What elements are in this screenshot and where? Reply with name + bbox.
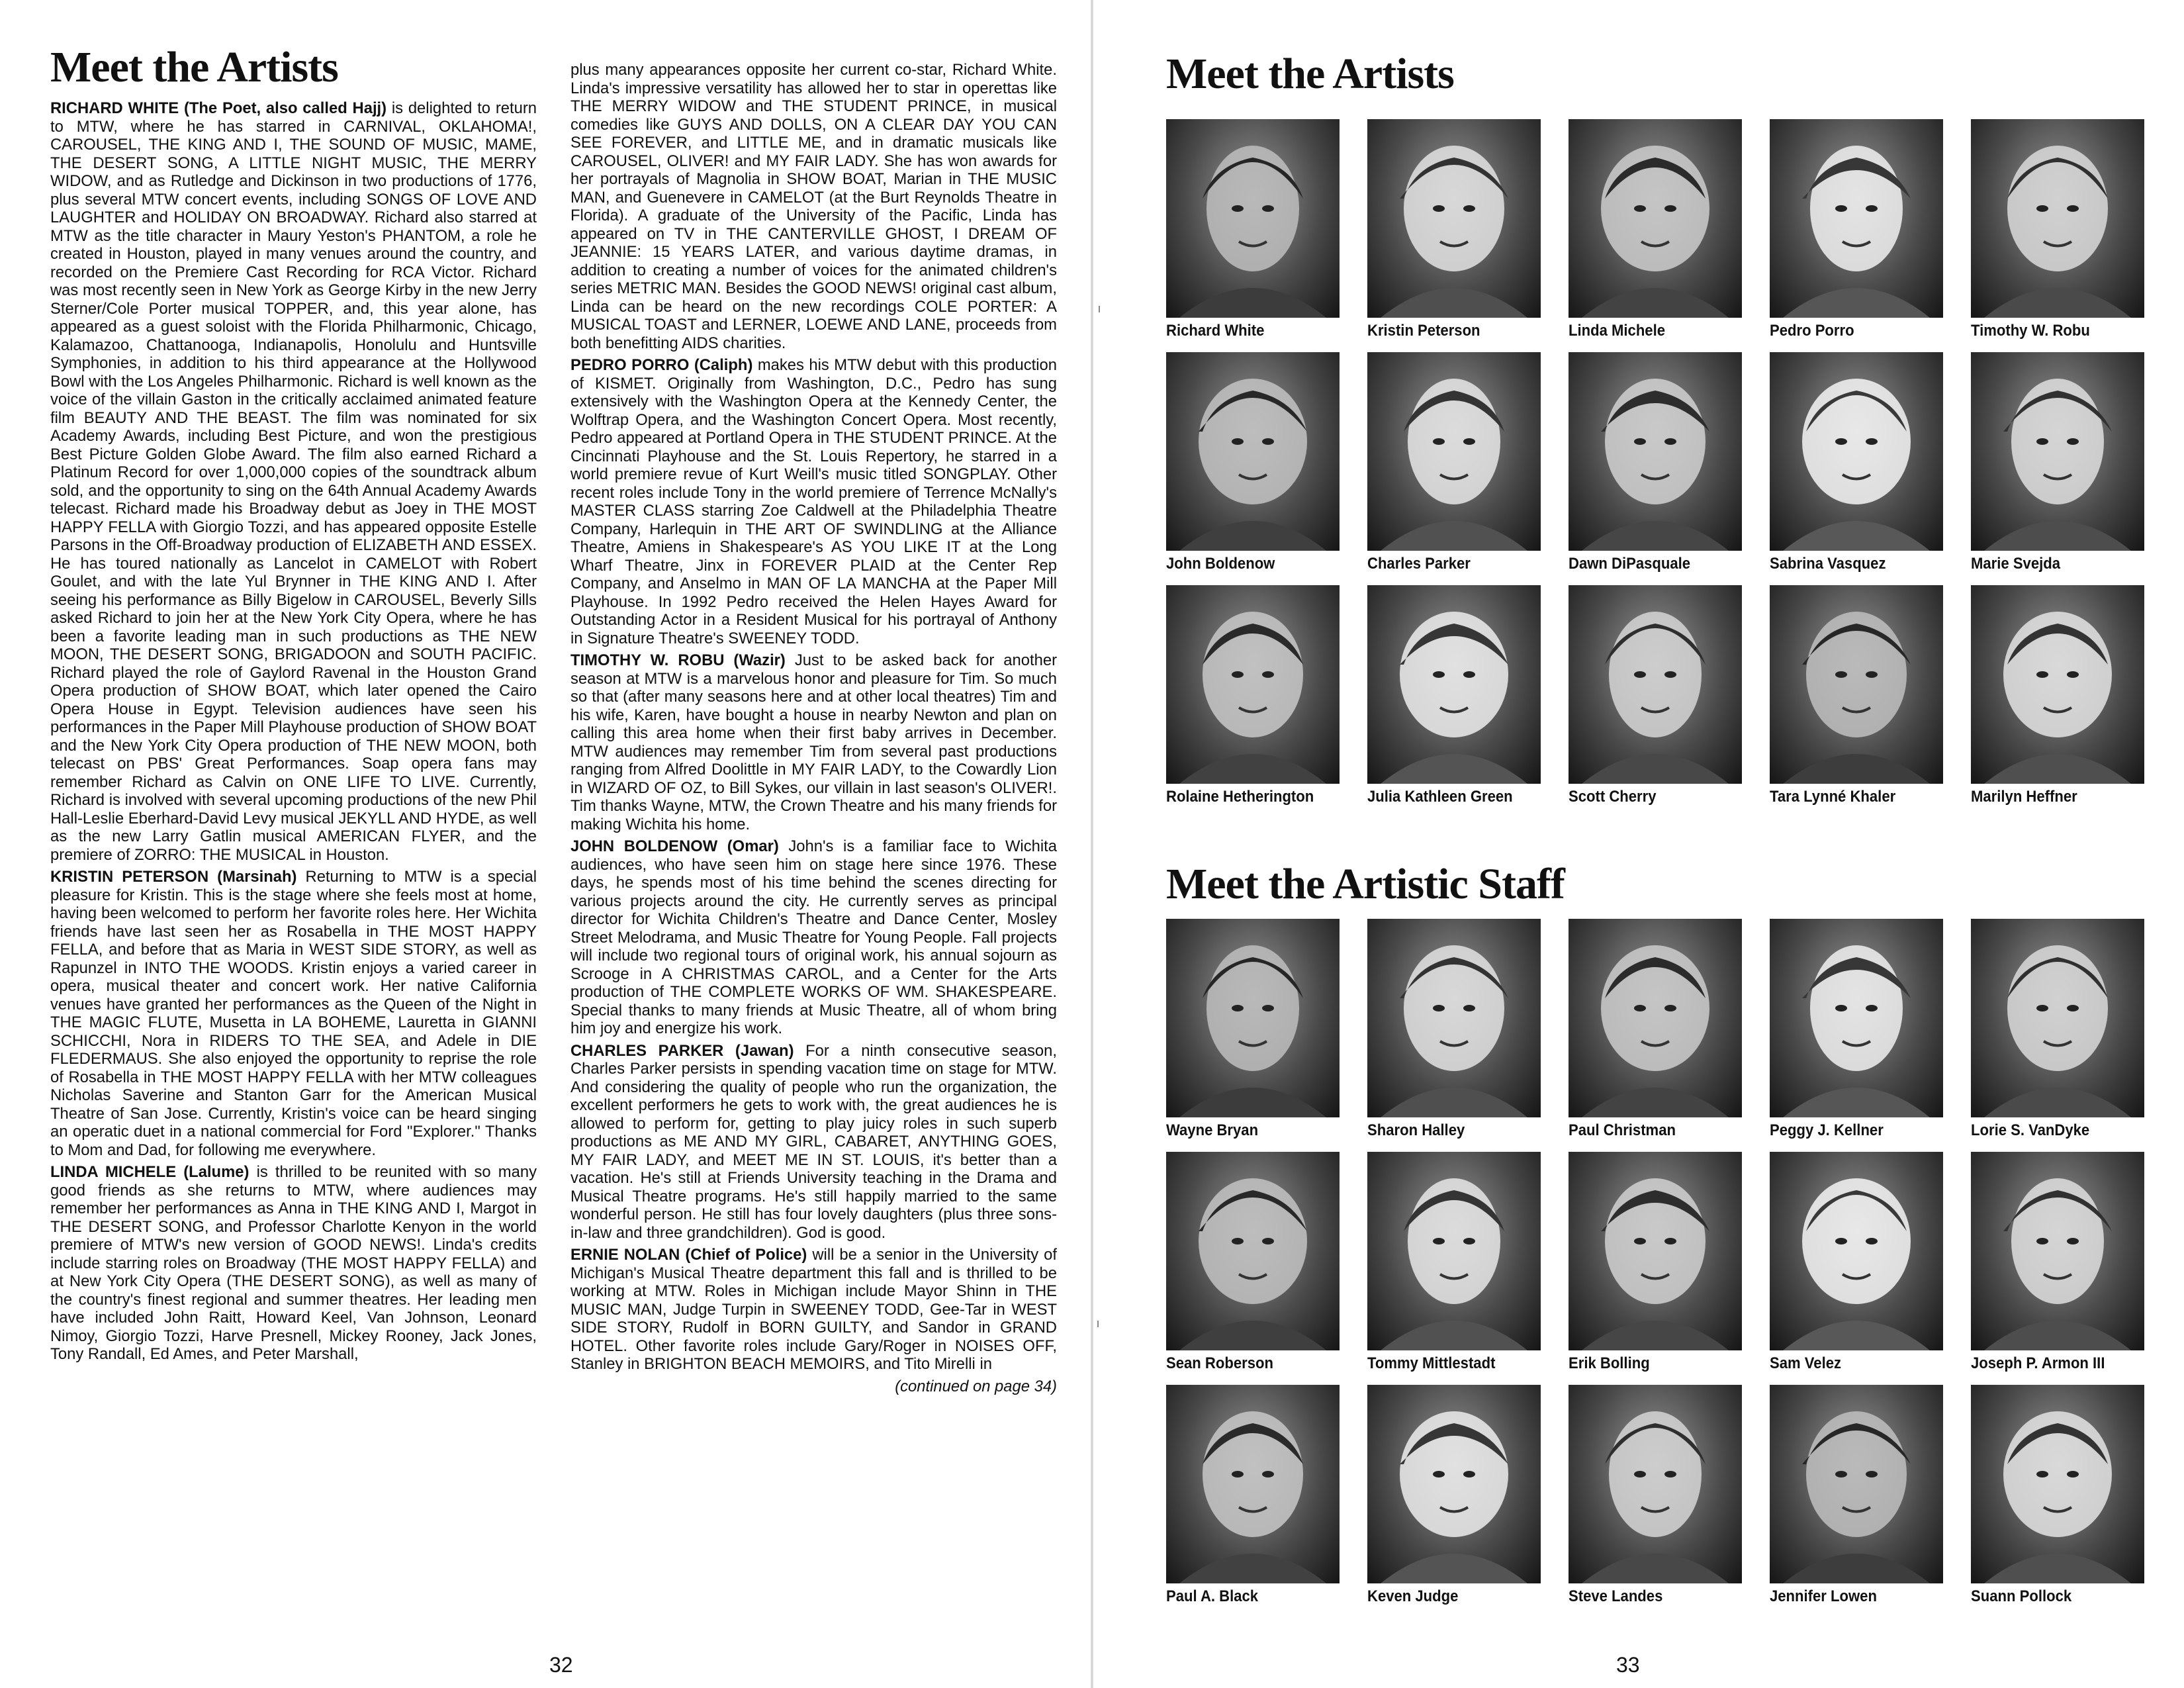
artist-headshot-photo [1367, 352, 1541, 551]
artist-name-caption: Charles Parker [1367, 555, 1471, 573]
bio-charles-parker [570, 1042, 1057, 1243]
staff-headshot-photo [1166, 1385, 1340, 1583]
bio-text: For a ninth consecutive season, Charles Parker persists in spending vacation time on stage for MTW. And considering the quality of people who run the organization, the excellent performers he gets to work with, the great audiences he is allowed to perform for, getting to play juicy roles in such superb productions as ME AND MY GIRL, CABARET, ANYTHING GOES, MY FAIR LADY, and MEET ME IN ST. LOUIS, it's better than a vacation. He's still at Friends University teaching in the Drama and Musical Theatre programs. He's still happily married to the same wonderful person. He still has four lovely daughters (plus three sons-in-law and three grandchildren). God is good. [570, 1041, 1057, 1242]
staff-headshot-photo [1971, 1385, 2144, 1583]
bio-name: RICHARD WHITE (The Poet, also called Hajj) [50, 99, 387, 117]
bio-continuation: plus many appearances opposite her current co-star, Richard White. Linda's impressive versatility has allowed her to star in operettas like THE MERRY WIDOW and THE STUDENT PRINCE, in musical comedies like GUYS AND DOLLS, ON A CLEAR DAY YOU CAN SEE FOREVER, and LITTLE ME, and in dramatic musicals like CAROUSEL, OLIVER! and MY FAIR LADY. She has won awards for her portrayals of Magnolia in SHOW BOAT, Marian in THE MUSIC MAN, and Guenevere in CAMELOT (at the Burt Reynolds Theatre in Florida). A graduate of the University of the Pacific, Linda has appeared on TV in THE CANTERVILLE GHOST, I DREAM OF JEANNIE: 15 YEARS LATER, and various daytime dramas, in addition to creating a number of voices for the animated children's series METRIC MAN. Besides the GOOD NEWS! original cast album, Linda can be heard on the new recordings COLE PORTER: A MUSICAL TOAST and LERNER, LOEWE AND LANE, proceeds from both benefitting AIDS charities. [570, 61, 1057, 352]
artist-headshot-photo [1569, 352, 1742, 551]
artist-name-caption: Tara Lynné Khaler [1770, 788, 1896, 806]
staff-name-caption: Sharon Halley [1367, 1121, 1465, 1139]
staff-headshot-photo [1770, 919, 1943, 1117]
bio-ernie-nolan [570, 1246, 1057, 1374]
bio-text: Just to be asked back for another season at MTW is a marvelous honor and pleasure for Tim. So much so that (after many seasons here and at other local theatres) Tim and his wife, Karen, have bought a house in nearby Newton and plan on calling this area home when their first baby arrives in December. MTW audiences may remember Tim from several past productions ranging from Alfred Doolittle in MY FAIR LADY, to the Cowardly Lion in WIZARD OF OZ, to Bill Sykes, our villain in last season's OLIVER!. Tim thanks Wayne, MTW, the Crown Theatre and his many friends for making Wichita his home. [570, 651, 1057, 833]
staff-name-caption: Sam Velez [1770, 1354, 1842, 1372]
margin-mark [1099, 306, 1100, 312]
page-number-right: 33 [1616, 1653, 1640, 1677]
bio-name: JOHN BOLDENOW (Omar) [570, 837, 779, 855]
staff-name-caption: Suann Pollock [1971, 1587, 2072, 1605]
staff-name-caption: Sean Roberson [1166, 1354, 1273, 1372]
artist-headshot-photo [1971, 119, 2144, 318]
staff-name-caption: Peggy J. Kellner [1770, 1121, 1884, 1139]
left-page-heading: Meet the Artists [50, 43, 338, 91]
bio-john-boldenow [570, 837, 1057, 1038]
artist-name-caption: Marilyn Heffner [1971, 788, 2077, 806]
bio-name: LINDA MICHELE (Lalume) [50, 1163, 250, 1181]
staff-headshot-photo [1166, 919, 1340, 1117]
artist-name-caption: Timothy W. Robu [1971, 322, 2090, 340]
staff-name-caption: Tommy Mittlestadt [1367, 1354, 1496, 1372]
artist-headshot-photo [1569, 119, 1742, 318]
artist-headshot-photo [1367, 585, 1541, 784]
bio-text: Returning to MTW is a special pleasure for Kristin. This is the stage where she feels most at home, having been welcomed to perform her favorite roles here. Her Wichita friends have last seen her as Rosabella in THE MOST HAPPY FELLA, and before that as Maria in WEST SIDE STORY, as well as Rapunzel in INTO THE WOODS. Kristin enjoys a varied career in opera, musical theater and concert work. Her native California venues have granted her performances as the Queen of the Night in THE MAGIC FLUTE, Musetta in LA BOHEME, Lauretta in GIANNI SCHICCHI, Nora in RIDERS TO THE SEA, and Adele in DIE FLEDERMAUS. She also enjoyed the opportunity to reprise the role of Rosabella in THE MOST HAPPY FELLA with her MTW colleagues Nicholas Saverine and Stanton Garr for the American Musical Theatre of San Jose. Currently, Kristin's voice can be heard singing an operatic duet in a national commercial for Ford "Explorer." Thanks to Mom and Dad, for following me everywhere. [50, 868, 537, 1159]
artist-name-caption: Dawn DiPasquale [1569, 555, 1691, 573]
bio-name: ERNIE NOLAN (Chief of Police) [570, 1246, 807, 1264]
staff-headshot-photo [1367, 919, 1541, 1117]
artist-name-caption: Rolaine Hetherington [1166, 788, 1314, 806]
artist-name-caption: Pedro Porro [1770, 322, 1854, 340]
artist-name-caption: Marie Svejda [1971, 555, 2061, 573]
artist-name-caption: Sabrina Vasquez [1770, 555, 1886, 573]
bio-text: John's is a familiar face to Wichita audiences, who have seen him on stage here since 1976. These days, he spends most of his time behind the scenes directing for various projects around the city. He currently serves as principal director for Wichita Children's Theatre and Dance Center, Mosley Street Melodrama, and Music Theatre for Young People. Fall projects will include two regional tours of original work, his annual sojourn as Scrooge in A CHRISTMAS CAROL, and a Center for the Arts production of THE COMPLETE WORKS OF WM. SHAKESPEARE. Special thanks to many friends at Music Theatre, all of whom bring him joy and energize his work. [570, 837, 1057, 1037]
bio-richard-white [50, 99, 537, 864]
staff-headshot-photo [1367, 1152, 1541, 1350]
page-number-left: 32 [549, 1653, 573, 1677]
bio-text: is delighted to return to MTW, where he has starred in CARNIVAL, OKLAHOMA!, CAROUSEL, THE KING AND I, THE SOUND OF MUSIC, MAME, THE DESERT SONG, A LITTLE NIGHT MUSIC, THE MERRY WIDOW, and as Rutledge and Dickinson in two productions of 1776, plus several MTW concert events, including SONGS OF LOVE AND LAUGHTER and HOLIDAY ON BROADWAY. Richard also starred at MTW as the title character in Maury Yeston's PHANTOM, a role he created in Houston, played in many venues around the country, and recorded on the Premiere Cast Recording for RCA Victor. Richard was most recently seen in New York as George Kirby in the new Jerry Sterner/Cole Porter musical TOPPER, and, this year alone, has appeared as a guest soloist with the Florida Philharmonic, Chicago, Kalamazoo, Chattanooga, Indianapolis, Honolulu and Huntsville Symphonies, in addition to his third appearance at the Hollywood Bowl with the Los Angeles Philharmonic. Richard is well known as the voice of the villain Gaston in the critically acclaimed animated feature film BEAUTY AND THE BEAST. The film was nominated for six Academy Awards, including Best Picture, and won the prestigious Best Picture Golden Globe Award. The film also earned Richard a Platinum Record for over 1,000,000 copies of the soundtrack album sold, and the opportunity to sing on the 64th Annual Academy Awards telecast. Richard made his Broadway debut as Joey in THE MOST HAPPY FELLA with Giorgio Tozzi, and has appeared opposite Estelle Parsons in the Off-Broadway production of ELIZABETH AND ESSEX. He has toured nationally as Lancelot in CAMELOT with Robert Goulet, and with the late Yul Brynner in THE KING AND I. After seeing his performance as Billy Bigelow in CAROUSEL, Beverly Sills asked Richard to join her at the New York City Opera, where he has been a favorite leading man in such productions as THE NEW MOON, THE DESERT SONG, BRIGADOON and SOUTH PACIFIC. Richard played the role of Gaylord Ravenal in the Houston Grand Opera production of SHOW BOAT, which later opened the Cairo Opera House in Egypt. Television audiences have seen his performances in the Paper Mill Playhouse production of SHOW BOAT and the New York City Opera production of THE NEW MOON, both telecast on PBS' Great Performances. Soap opera fans may remember Richard as Calvin on ONE LIFE TO LIVE. Currently, Richard is involved with several upcoming productions of the new Phil Hall-Leslie Eberhard-David Levy musical JEKYLL AND HYDE, as well as the new Larry Gatlin musical AMERICAN FLYER, and the premiere of ZORRO: THE MUSICAL in Houston. [50, 99, 537, 864]
bio-column-1 [50, 99, 537, 1647]
bio-text: will be a senior in the University of Michigan's Musical Theatre department this fall and is thrilled to be working at MTW. Roles in Michigan include Mayor Shinn in THE MUSIC MAN, Judge Turpin in SWEENEY TODD, Gee-Tar in WEST SIDE STORY, Rudolf in BORN GUILTY, and Sandor in GRAND HOTEL. Other favorite roles include Gary/Roger in NOISES OFF, Stanley in BRIGHTON BEACH MEMOIRS, and Tito Mirelli in [570, 1246, 1057, 1373]
artist-name-caption: Linda Michele [1569, 322, 1666, 340]
bio-text: is thrilled to be reunited with so many good friends as she returns to MTW, where audiences may remember her performances as Anna in THE KING AND I, Margot in THE DESERT SONG, and Professor Charlotte Kenyon in the world premiere of MTW's new version of GOOD NEWS!. Linda's credits include starring roles on Broadway (THE MOST HAPPY FELLA) and at New York City Opera (THE DESERT SONG), as well as many of the country's finest regional and summer theatres. Her leading men have included John Raitt, Howard Keel, Van Johnson, Leonard Nimoy, Giorgio Tozzi, Harve Presnell, Mickey Rooney, Jack Jones, Tony Randall, Ed Ames, and Peter Marshall, [50, 1163, 537, 1363]
staff-name-caption: Erik Bolling [1569, 1354, 1650, 1372]
staff-headshot-photo [1770, 1385, 1943, 1583]
staff-headshot-photo [1569, 1385, 1742, 1583]
continued-note: (continued on page 34) [895, 1377, 1057, 1395]
artist-name-caption: Julia Kathleen Green [1367, 788, 1513, 806]
staff-name-caption: Wayne Bryan [1166, 1121, 1259, 1139]
artist-name-caption: Richard White [1166, 322, 1265, 340]
bio-name: PEDRO PORRO (Caliph) [570, 356, 753, 374]
artist-headshot-photo [1770, 352, 1943, 551]
artist-name-caption: Kristin Peterson [1367, 322, 1480, 340]
bio-name: CHARLES PARKER (Jawan) [570, 1041, 794, 1060]
bio-column-2 [570, 61, 1057, 1676]
staff-headshot-photo [1971, 919, 2144, 1117]
artist-headshot-photo [1770, 119, 1943, 318]
artist-headshot-photo [1971, 352, 2144, 551]
artist-headshot-photo [1770, 585, 1943, 784]
staff-heading: Meet the Artistic Staff [1166, 860, 1565, 908]
staff-headshot-photo [1569, 1152, 1742, 1350]
staff-headshot-photo [1770, 1152, 1943, 1350]
staff-name-caption: Steve Landes [1569, 1587, 1663, 1605]
staff-name-caption: Paul Christman [1569, 1121, 1676, 1139]
staff-name-caption: Jennifer Lowen [1770, 1587, 1877, 1605]
artist-name-caption: Scott Cherry [1569, 788, 1657, 806]
bio-linda-michele [50, 1163, 537, 1364]
right-page [1092, 0, 2184, 1688]
bio-kristin-peterson [50, 868, 537, 1159]
staff-name-caption: Lorie S. VanDyke [1971, 1121, 2090, 1139]
staff-name-caption: Keven Judge [1367, 1587, 1459, 1605]
artist-headshot-photo [1166, 585, 1340, 784]
staff-headshot-photo [1166, 1152, 1340, 1350]
artists-heading: Meet the Artists [1166, 50, 1454, 98]
margin-mark [1097, 1321, 1099, 1327]
artist-headshot-photo [1569, 585, 1742, 784]
artist-name-caption: John Boldenow [1166, 555, 1275, 573]
staff-headshot-photo [1367, 1385, 1541, 1583]
bio-name: KRISTIN PETERSON (Marsinah) [50, 868, 297, 886]
artist-headshot-photo [1367, 119, 1541, 318]
staff-headshot-photo [1971, 1152, 2144, 1350]
staff-name-caption: Paul A. Black [1166, 1587, 1259, 1605]
bio-pedro-porro [570, 356, 1057, 647]
bio-text: makes his MTW debut with this production of KISMET. Originally from Washington, D.C., Pedro has sung extensively with the Washington Opera at the Kennedy Center, the Wolftrap Opera, and the Washington Concert Opera. Most recently, Pedro appeared at Portland Opera in THE STUDENT PRINCE. At the Cincinnati Playhouse and the St. Louis Repertory, he starred in a world premiere revue of Kurt Weill's music titled SONGPLAY. Other recent roles include Tony in the world premiere of Terrence McNally's MASTER CLASS starring Zoe Caldwell at the Philadelphia Theatre Company, Harlequin in THE ART OF SWINDLING at the Alliance Theatre, Amiens in Shakespeare's AS YOU LIKE IT at the Long Wharf Theatre, Jinx in FOREVER PLAID at the Center Rep Company, and Anselmo in MAN OF LA MANCHA at the Paper Mill Playhouse. In 1992 Pedro received the Helen Hayes Award for Outstanding Actor in a Resident Musical for his portrayal of Anthony in Signature Theatre's SWEENEY TODD. [570, 356, 1057, 647]
artist-headshot-photo [1971, 585, 2144, 784]
artist-headshot-photo [1166, 352, 1340, 551]
staff-name-caption: Joseph P. Armon III [1971, 1354, 2105, 1372]
bio-timothy-robu [570, 651, 1057, 833]
artist-headshot-photo [1166, 119, 1340, 318]
bio-name: TIMOTHY W. ROBU (Wazir) [570, 651, 786, 669]
staff-headshot-photo [1569, 919, 1742, 1117]
